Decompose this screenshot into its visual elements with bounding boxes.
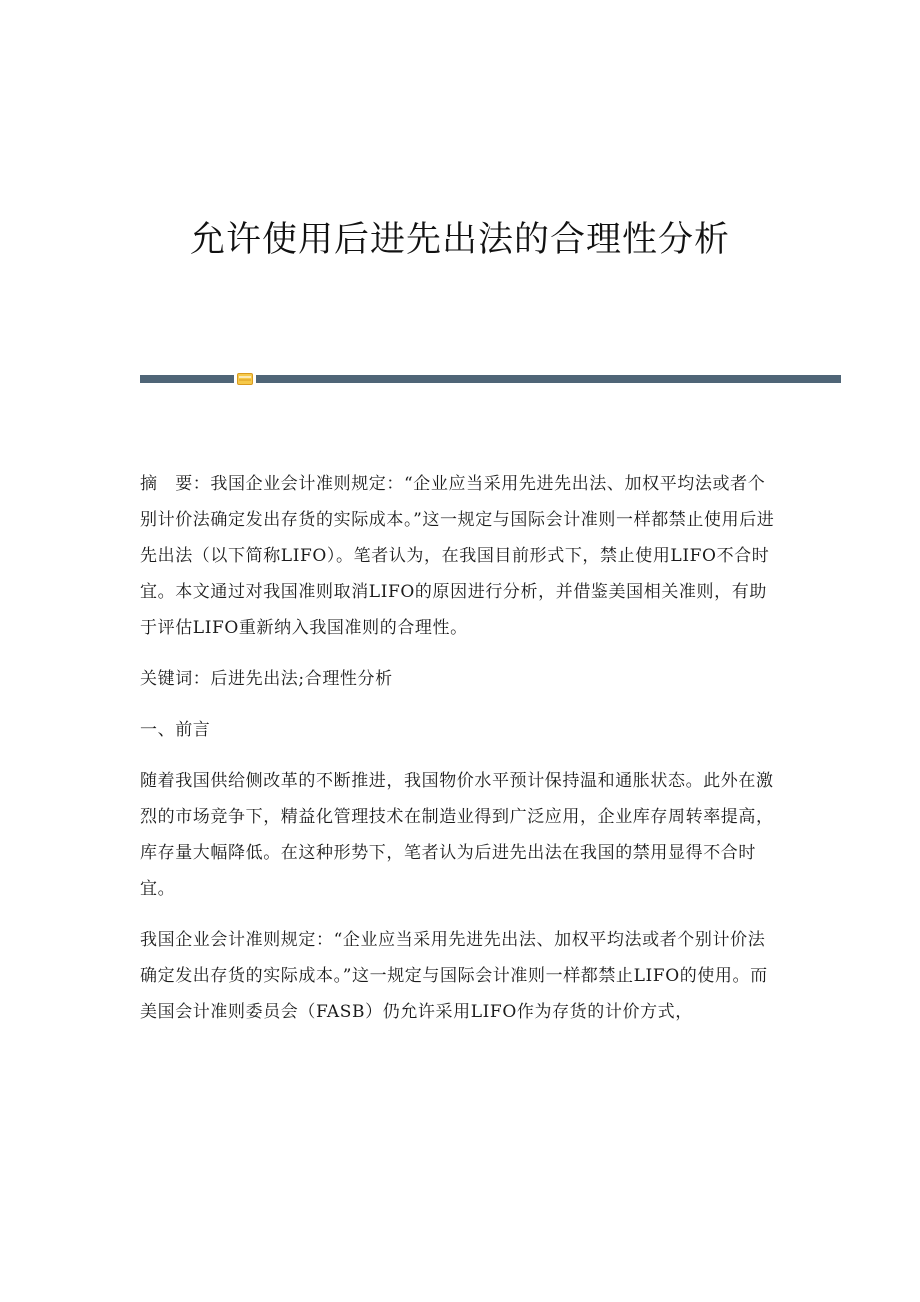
divider-bar-left [140,375,234,383]
divider-bar-right [256,375,841,383]
document-body [140,466,780,1045]
keywords-paragraph: 关键词：后进先出法;合理性分析 [140,669,393,689]
envelope-icon [237,373,253,385]
section-heading: 一、前言 [140,720,211,740]
body-paragraph: 随着我国供给侧改革的不断推进，我国物价水平预计保持温和通胀状态。此外在激烈的市场竞争下，精益化管理技术在制造业得到广泛应用，企业库存周转率提高，库存量大幅降低。在这种形势下，笔者认为后进先出法在我国的禁用显得不合时宜。 [140,771,774,899]
title-divider [140,373,841,385]
body-paragraph: 我国企业会计准则规定：“企业应当采用先进先出法、加权平均法或者个别计价法确定发出存货的实际成本。”这一规定与国际会计准则一样都禁止LIFO的使用。而美国会计准则委员会（FASB）仍允许采用LIFO作为存货的计价方式， [140,930,768,1022]
abstract-paragraph: 摘 要：我国企业会计准则规定：“企业应当采用先进先出法、加权平均法或者个别计价法确定发出存货的实际成本。”这一规定与国际会计准则一样都禁止使用后进先出法（以下简称LIFO）。笔者认为，在我国目前形式下，禁止使用LIFO不合时宜。本文通过对我国准则取消LIFO的原因进行分析，并借鉴美国相关准则，有助于评估LIFO重新纳入我国准则的合理性。 [140,474,775,638]
document-title: 允许使用后进先出法的合理性分析 [189,220,730,260]
